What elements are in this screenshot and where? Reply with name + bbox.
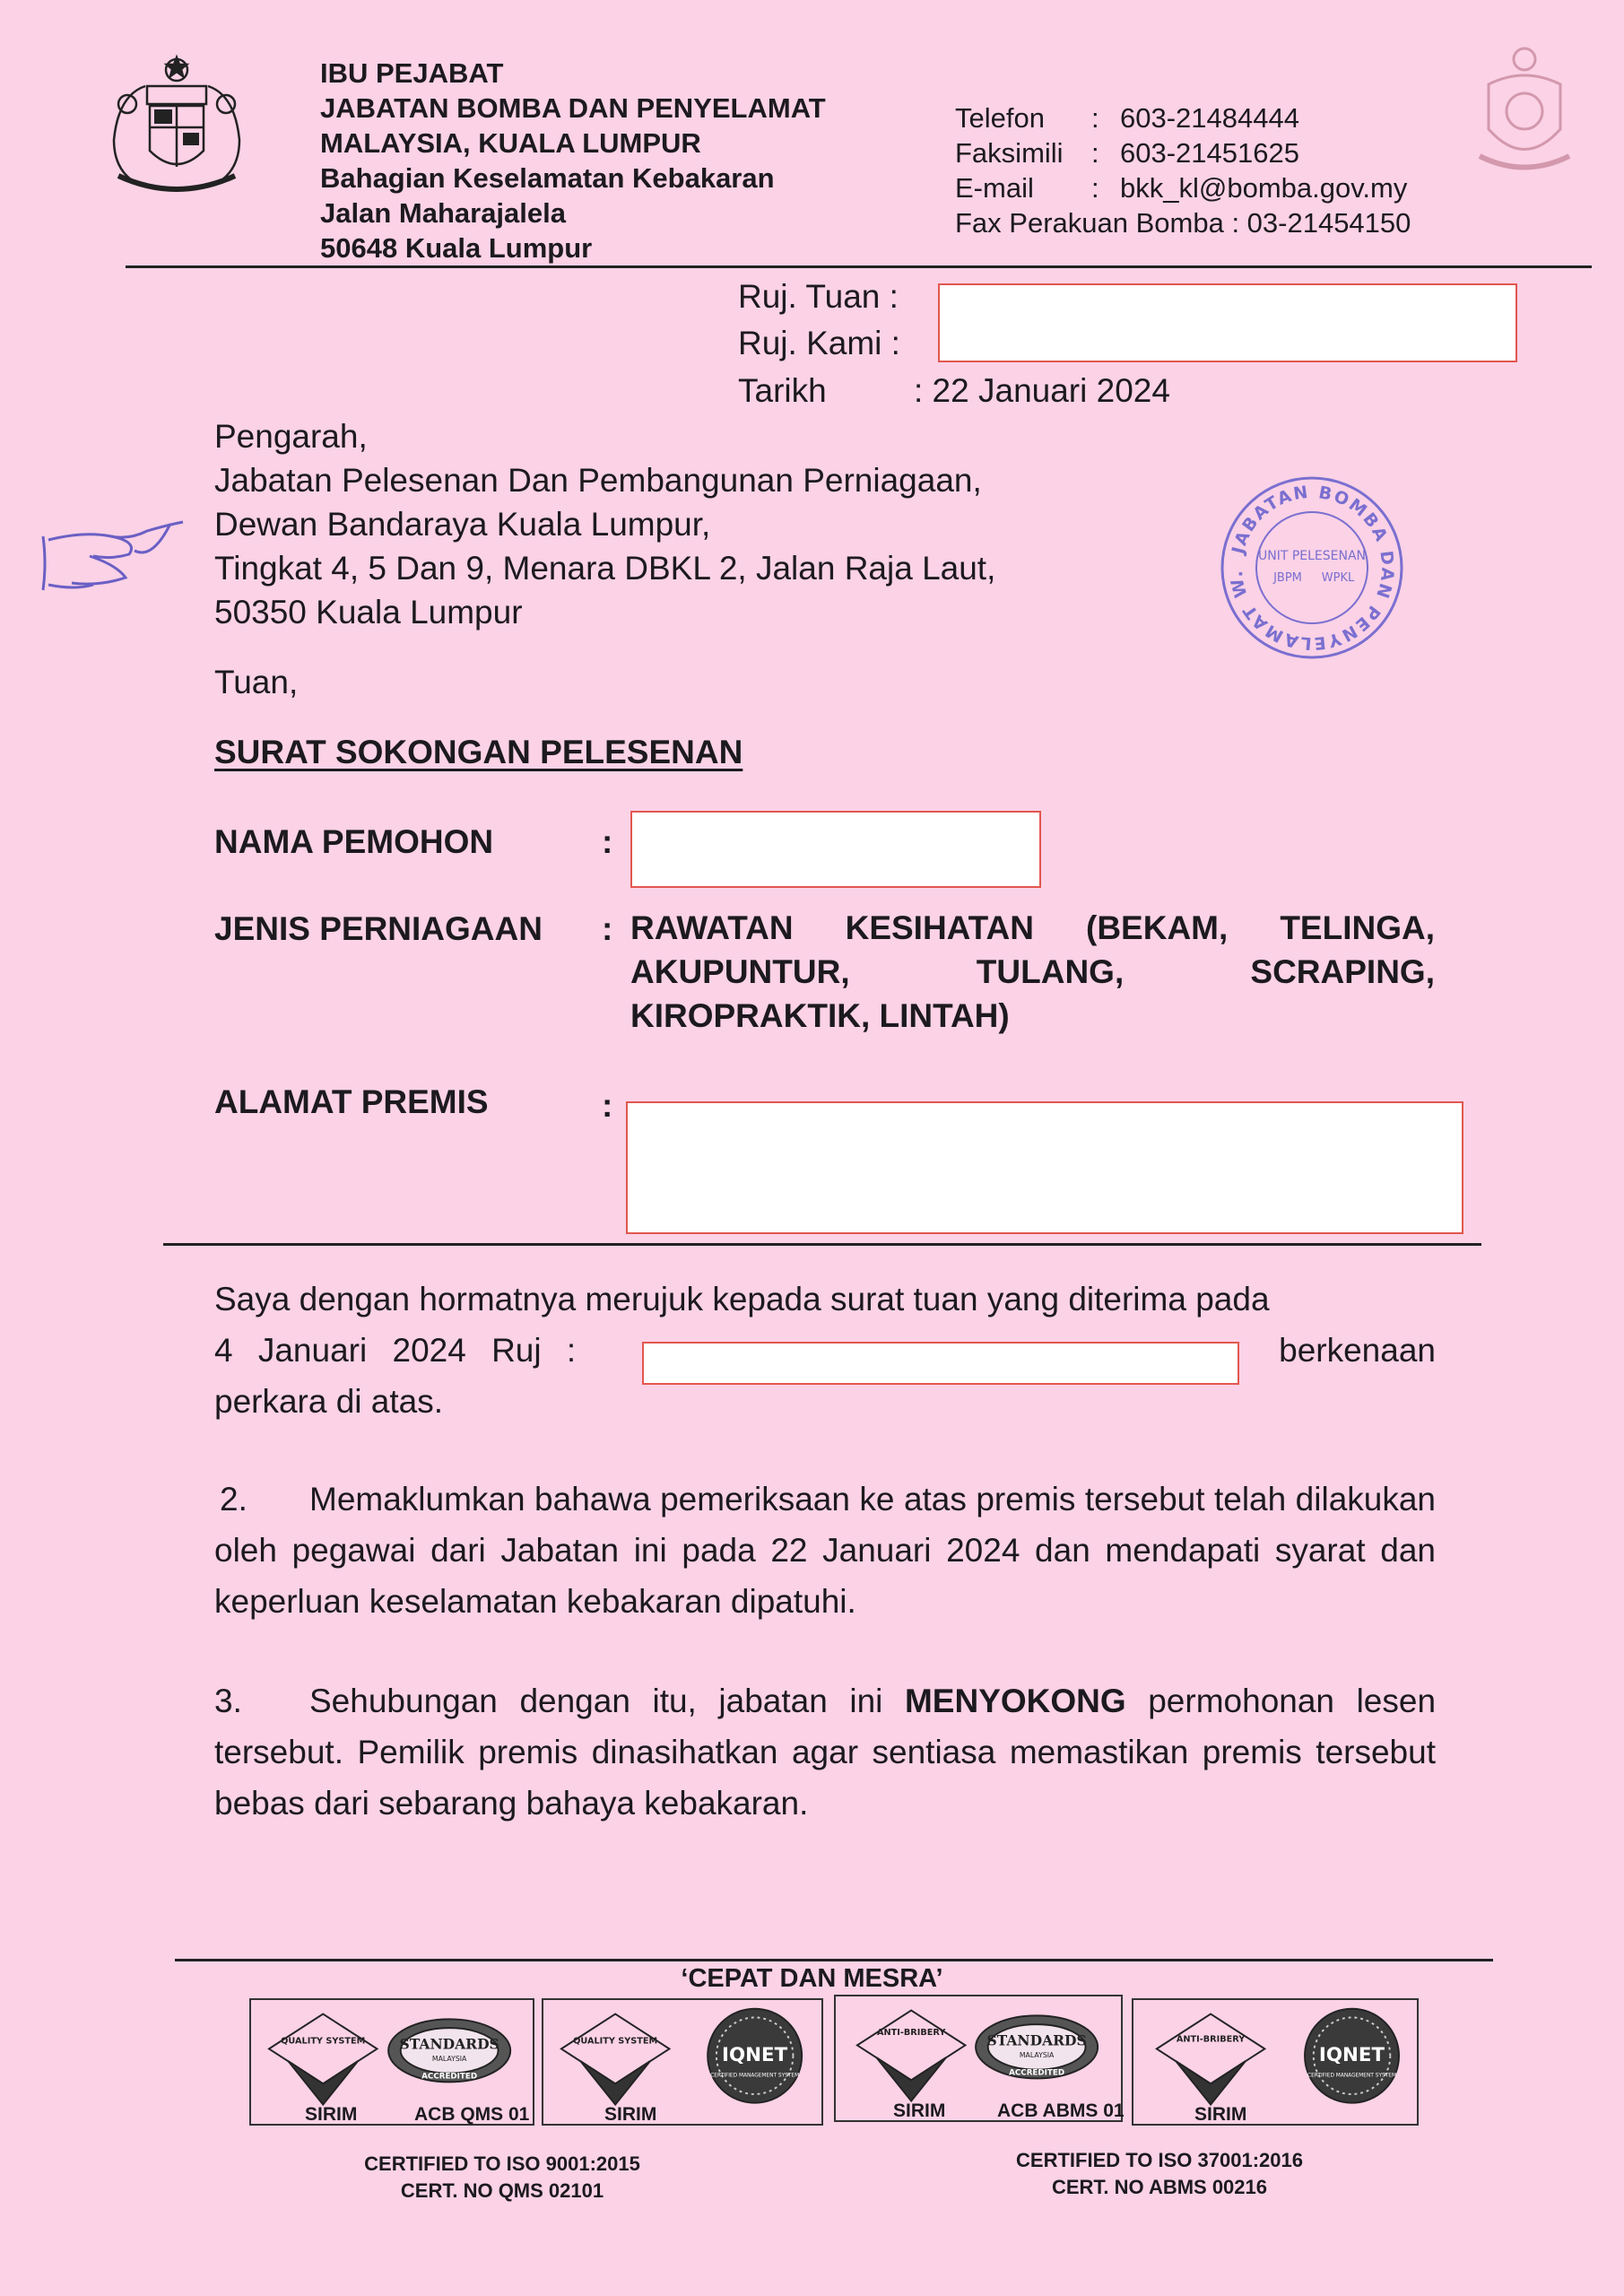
nama-pemohon-label: NAMA PEMOHON [214,823,494,860]
header-organisation [320,56,826,265]
stamp-ring-text: JABATAN BOMBA DAN PENYELAMAT W. [1226,482,1398,654]
header-contact [955,100,1411,240]
redaction-ruj-surat [642,1342,1239,1385]
cert-badge-quality-iqnet: QUALITY SYSTEM IQNET CERTIFIED MANAGEMENT SYSTEM SIRIM [542,1998,823,2126]
nama-pemohon-colon: : [602,823,613,860]
redaction-ruj [938,283,1517,362]
redaction-nama-pemohon [630,811,1041,888]
header-divider [126,265,1592,268]
paragraph-3 [214,1675,1436,1829]
subject-title: SURAT SOKONGAN PELESENAN [214,734,743,770]
org-line: IBU PEJABAT [320,57,504,89]
footer-motto: ‘CEPAT DAN MESRA’ [681,1964,943,1993]
org-line: Bahagian Keselamatan Kebakaran [320,162,775,194]
svg-text:CERTIFIED MANAGEMENT SYSTEM: CERTIFIED MANAGEMENT SYSTEM [1307,2073,1396,2079]
stamp-inner-line: WPKL [1321,571,1355,585]
p1-line: 4 Januari 2024 Ruj : berkenaan [214,1332,1436,1369]
ruj-kami: Ruj. Kami : [738,325,900,361]
contact-fax-perakuan: Fax Perakuan Bomba : 03-21454150 [955,207,1411,239]
cert-badge-quality-standards: QUALITY SYSTEM STANDARDS MALAYSIA ACCREDITED SIRIM ACB QMS 01 [249,1998,534,2126]
address-line: Pengarah, [214,418,368,455]
p3-text-after: permohonan lesen tersebut. Pemilik premis dinasihatkan agar sentiasa memastikan premis tersebut bebas dari sebarang bahaya kebakaran. [214,1683,1437,1822]
p3-text-bold: MENYOKONG [904,1683,1126,1719]
p3-text-before: Sehubungan dengan itu, jabatan ini [309,1683,883,1719]
jenis-line: KIROPRAKTIK, LINTAH) [630,997,1010,1034]
ruj-tuan: Ruj. Tuan : [738,278,899,315]
cert-iso-9001: CERTIFIED TO ISO 9001:2015 CERT. NO QMS 02101 [364,2152,640,2202]
svg-text:ACCREDITED: ACCREDITED [421,2072,478,2082]
fields-divider [163,1243,1481,1246]
address-line: Tingkat 4, 5 Dan 9, Menara DBKL 2, Jalan Raja Laut, [214,550,996,587]
stamp-inner-line: UNIT PELESENAN [1257,549,1367,563]
svg-text:STANDARDS: STANDARDS [399,2035,499,2053]
jenis-line: RAWATAN KESIHATAN (BEKAM, TELINGA, [630,909,1435,946]
org-line: 50648 Kuala Lumpur [320,232,593,264]
svg-text:MALAYSIA: MALAYSIA [1019,2051,1055,2060]
org-line: MALAYSIA, KUALA LUMPUR [320,127,701,159]
address-line: Jabatan Pelesenan Dan Pembangunan Perniagaan, [214,462,982,499]
paragraph-2 [214,1474,1436,1627]
svg-text:ACCREDITED: ACCREDITED [1009,2068,1065,2078]
redaction-alamat-premis [626,1101,1463,1234]
salutation: Tuan, [214,664,299,700]
p1-line: perkara di atas. [214,1383,444,1420]
cert-badge-antibribery-iqnet: ANTI-BRIBERY IQNET CERTIFIED MANAGEMENT SYSTEM SIRIM [1132,1998,1419,2126]
svg-text:IQNET: IQNET [1318,2044,1385,2067]
p2-number: 2. [220,1481,248,1518]
stamp-inner-line: JBPM [1273,571,1302,585]
svg-text:MALAYSIA: MALAYSIA [431,2055,467,2064]
contact-faksimili: Faksimili : 603-21451625 [955,137,1299,169]
svg-text:ANTI-BRIBERY: ANTI-BRIBERY [1176,2034,1246,2045]
cert-badge-antibribery-standards: ANTI-BRIBERY STANDARDS MALAYSIA ACCREDITED SIRIM ACB ABMS 01 [834,1995,1123,2122]
address-line: Dewan Bandaraya Kuala Lumpur, [214,506,711,543]
p2-text: Memaklumkan bahawa pemeriksaan ke atas premis tersebut telah dilakukan oleh pegawai dari Jabatan ini pada 22 Januari 2024 dan mendapati syarat dan keperluan keselamatan kebakaran dipatuhi. [214,1481,1436,1620]
svg-text:QUALITY SYSTEM: QUALITY SYSTEM [573,2036,658,2047]
bomba-crest-logo [1462,39,1587,183]
alamat-premis-label: ALAMAT PREMIS [214,1083,489,1120]
org-line: JABATAN BOMBA DAN PENYELAMAT [320,92,826,124]
footer-divider [175,1959,1493,1961]
org-line: Jalan Maharajalela [320,197,566,229]
hand-pointer-doodle [36,509,197,599]
tarikh: Tarikh : 22 Januari 2024 [738,372,1170,409]
contact-email: E-mail : bkk_kl@bomba.gov.my [955,172,1408,204]
jenis-perniagaan-label: JENIS PERNIAGAAN [214,910,543,947]
svg-text:QUALITY SYSTEM: QUALITY SYSTEM [281,2036,366,2047]
alamat-premis-colon: : [602,1087,613,1124]
coat-of-arms-logo [100,50,253,203]
contact-telefon: Telefon : 603-21484444 [955,102,1299,134]
svg-text:CERTIFIED MANAGEMENT SYSTEM: CERTIFIED MANAGEMENT SYSTEM [710,2073,800,2079]
svg-text:STANDARDS: STANDARDS [986,2031,1087,2049]
licensing-unit-stamp [1218,474,1406,662]
svg-text:ANTI-BRIBERY: ANTI-BRIBERY [876,2027,946,2038]
recipient-address [214,414,995,634]
jenis-perniagaan-colon: : [602,910,613,947]
p1-line: Saya dengan hormatnya merujuk kepada surat tuan yang diterima pada [214,1281,1270,1318]
cert-iso-37001: CERTIFIED TO ISO 37001:2016 CERT. NO ABMS 00216 [1016,2149,1303,2198]
jenis-line: AKUPUNTUR, TULANG, SCRAPING, [630,953,1435,990]
svg-text:IQNET: IQNET [722,2044,788,2067]
address-line: 50350 Kuala Lumpur [214,594,523,631]
jenis-perniagaan-value [630,906,1435,1038]
p3-number: 3. [214,1683,242,1719]
